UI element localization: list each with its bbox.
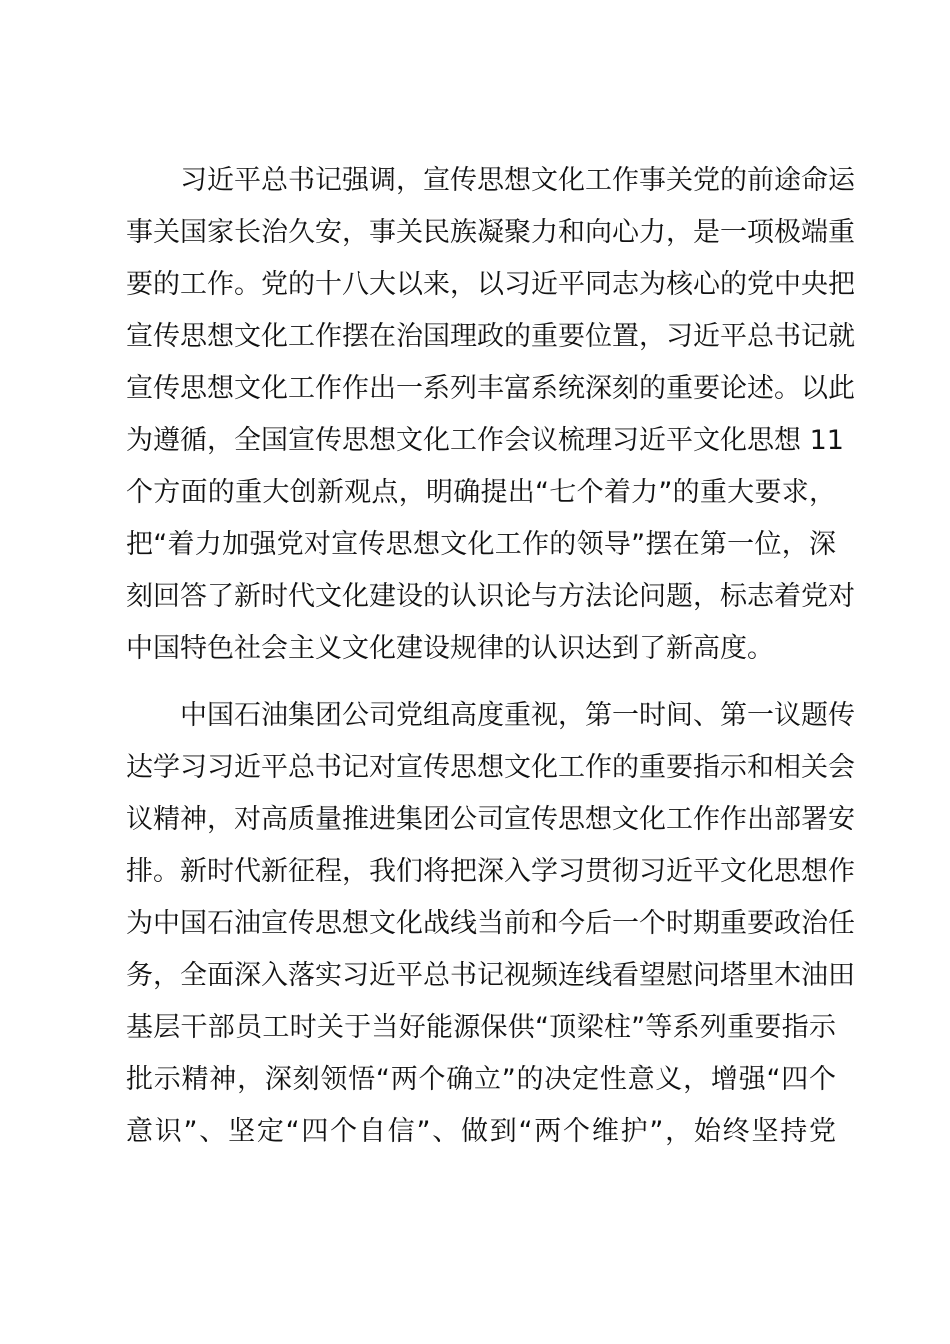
paragraph-line: 习近平总书记强调，宣传思想文化工作事关党的前途命运 — [180, 165, 855, 196]
paragraph-1 — [126, 155, 855, 675]
paragraph-line: 意识”、坚定“四个自信”、做到“两个维护”，始终坚持党 — [126, 1116, 836, 1147]
paragraph-line: 个方面的重大创新观点，明确提出“七个着力”的重大要求， — [126, 477, 836, 508]
paragraph-line: 刻回答了新时代文化建设的认识论与方法论问题，标志着党对 — [126, 581, 855, 612]
paragraph-line: 批示精神，深刻领悟“两个确立”的决定性意义，增强“四个 — [126, 1064, 836, 1095]
paragraph-line: 为遵循，全国宣传思想文化工作会议梳理习近平文化思想 11 — [126, 425, 844, 456]
paragraph-line: 要的工作。党的十八大以来，以习近平同志为核心的党中央把 — [126, 269, 855, 300]
paragraph-line: 中国石油集团公司党组高度重视，第一时间、第一议题传 — [180, 700, 855, 731]
paragraph-line: 宣传思想文化工作摆在治国理政的重要位置，习近平总书记就 — [126, 321, 855, 352]
paragraph-line: 基层干部员工时关于当好能源保供“顶梁柱”等系列重要指示 — [126, 1012, 836, 1043]
paragraph-line: 务，全面深入落实习近平总书记视频连线看望慰问塔里木油田 — [126, 960, 855, 991]
paragraph-line: 议精神，对高质量推进集团公司宣传思想文化工作作出部署安 — [126, 804, 855, 835]
paragraph-line: 事关国家长治久安，事关民族凝聚力和向心力，是一项极端重 — [126, 217, 855, 248]
paragraph-line: 排。新时代新征程，我们将把深入学习贯彻习近平文化思想作 — [126, 856, 855, 887]
paragraph-2 — [126, 690, 855, 1158]
paragraph-line: 为中国石油宣传思想文化战线当前和今后一个时期重要政治任 — [126, 908, 855, 939]
paragraph-line: 达学习习近平总书记对宣传思想文化工作的重要指示和相关会 — [126, 752, 855, 783]
paragraph-line: 中国特色社会主义文化建设规律的认识达到了新高度。 — [126, 633, 774, 664]
paragraph-line: 宣传思想文化工作作出一系列丰富系统深刻的重要论述。以此 — [126, 373, 855, 404]
paragraph-line: 把“着力加强党对宣传思想文化工作的领导”摆在第一位，深 — [126, 529, 836, 560]
